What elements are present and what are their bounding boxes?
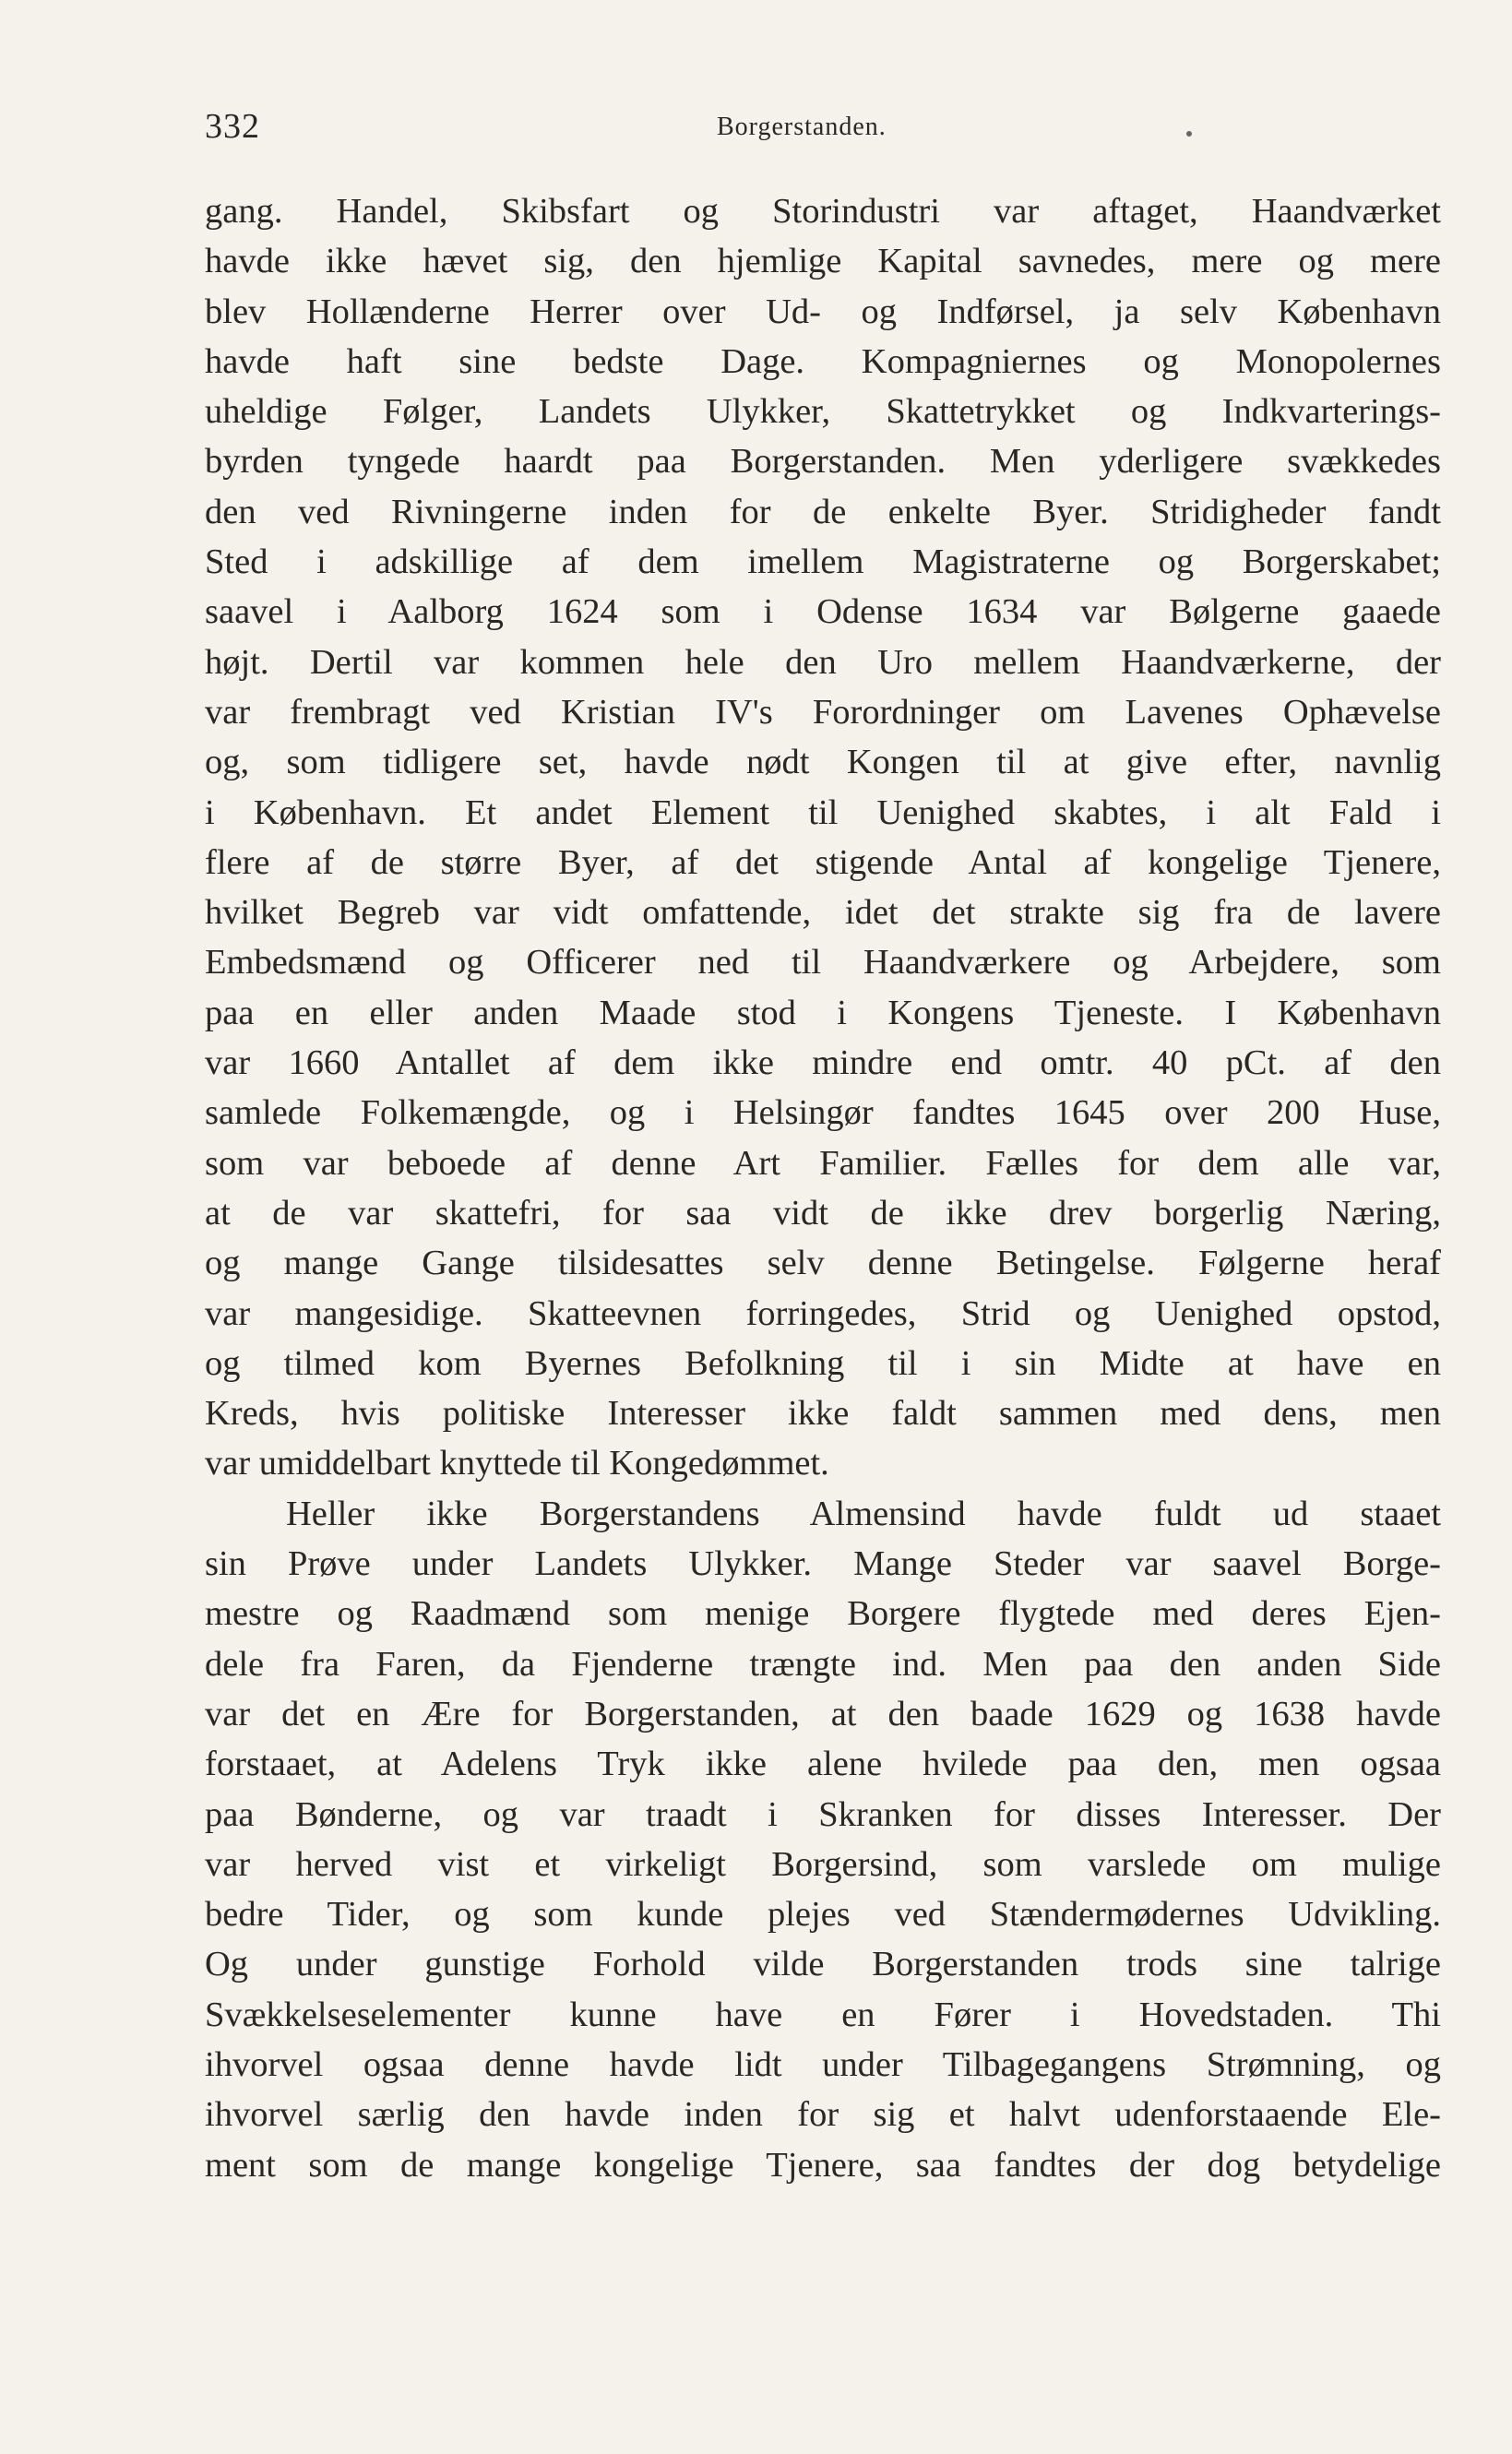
text-line: dele fra Faren, da Fjenderne trængte ind. Men paa den anden Side (205, 1644, 1441, 1684)
page-number: 332 (205, 107, 260, 146)
text-line: ment som de mange kongelige Tjenere, saa fandtes der dog betydelige (205, 2145, 1441, 2185)
text-line: bedre Tider, og som kunde plejes ved Stændermødernes Udvikling. (205, 1895, 1441, 1935)
text-line: og, som tidligere set, havde nødt Kongen til at give efter, navnlig (205, 743, 1441, 782)
text-line: hvilket Begreb var vidt omfattende, idet det strakte sig fra de lavere (205, 893, 1441, 933)
text-line: mestre og Raadmænd som menige Borgere flygtede med deres Ejen- (205, 1594, 1441, 1634)
text-line: byrden tyngede haardt paa Borgerstanden. Men yderligere svækkedes (205, 442, 1441, 482)
text-line: havde ikke hævet sig, den hjemlige Kapital savnedes, mere og mere (205, 242, 1441, 281)
text-line: paa en eller anden Maade stod i Kongens Tjeneste. I København (205, 993, 1441, 1032)
text-line: var det en Ære for Borgerstanden, at den baade 1629 og 1638 havde (205, 1694, 1441, 1733)
text-line: Kreds, hvis politiske Interesser ikke faldt sammen med dens, men (205, 1394, 1441, 1434)
ink-speck (1186, 131, 1192, 137)
text-line: blev Hollænderne Herrer over Ud- og Indførsel, ja selv København (205, 292, 1441, 331)
text-line: ihvorvel særlig den havde inden for sig et halvt udenforstaaende Ele- (205, 2095, 1441, 2135)
text-line: som var beboede af denne Art Familier. Fælles for dem alle var, (205, 1143, 1441, 1183)
text-line: at de var skattefri, for saa vidt de ikke drev borgerlig Næring, (205, 1193, 1441, 1233)
text-line: var 1660 Antallet af dem ikke mindre end omtr. 40 pCt. af den (205, 1043, 1441, 1083)
text-line: Embedsmænd og Officerer ned til Haandværkere og Arbejdere, som (205, 943, 1441, 983)
text-line: uheldige Følger, Landets Ulykker, Skattetrykket og Indkvarterings- (205, 392, 1441, 432)
text-line: saavel i Aalborg 1624 som i Odense 1634 var Bølgerne gaaede (205, 592, 1441, 632)
text-line: samlede Folkemængde, og i Helsingør fandtes 1645 over 200 Huse, (205, 1093, 1441, 1133)
text-line: Og under gunstige Forhold vilde Borgerstanden trods sine talrige (205, 1945, 1441, 1984)
text-line: havde haft sine bedste Dage. Kompagniernes og Monopolernes (205, 341, 1441, 381)
text-line: i København. Et andet Element til Uenighed skabtes, i alt Fald i (205, 792, 1441, 832)
paragraph-end-line: var umiddelbart knyttede til Kongedømmet. (205, 1444, 829, 1483)
text-line: højt. Dertil var kommen hele den Uro mellem Haandværkerne, der (205, 642, 1441, 682)
running-title: Borgerstanden. (717, 113, 887, 141)
text-line: flere af de større Byer, af det stigende Antal af kongelige Tjenere, (205, 842, 1441, 882)
body-text (205, 186, 1441, 2190)
text-line: og tilmed kom Byernes Befolkning til i sin Midte at have en (205, 1343, 1441, 1383)
text-line: Sted i adskillige af dem imellem Magistraterne og Borgerskabet; (205, 542, 1441, 582)
text-line: paa Bønderne, og var traadt i Skranken for disses Interesser. Der (205, 1794, 1441, 1834)
text-line: gang. Handel, Skibsfart og Storindustri var aftaget, Haandværket (205, 192, 1441, 231)
text-line: var mangesidige. Skatteevnen forringedes, Strid og Uenighed opstod, (205, 1293, 1441, 1333)
text-line: var frembragt ved Kristian IV's Forordninger om Lavenes Ophævelse (205, 692, 1441, 732)
text-line: Svækkelseselementer kunne have en Fører i Hovedstaden. Thi (205, 1995, 1441, 2034)
text-line: sin Prøve under Landets Ulykker. Mange Steder var saavel Borge- (205, 1544, 1441, 1584)
text-line: den ved Rivningerne inden for de enkelte Byer. Stridigheder fandt (205, 492, 1441, 531)
text-line: og mange Gange tilsidesattes selv denne Betingelse. Følgerne heraf (205, 1244, 1441, 1283)
text-line: forstaaet, at Adelens Tryk ikke alene hvilede paa den, men ogsaa (205, 1745, 1441, 1784)
running-head (205, 103, 1441, 149)
paragraph-start-line: Heller ikke Borgerstandens Almensind havde fuldt ud staaet (286, 1494, 1441, 1533)
text-line: ihvorvel ogsaa denne havde lidt under Tilbagegangens Strømning, og (205, 2044, 1441, 2084)
text-line: var herved vist et virkeligt Borgersind, som varslede om mulige (205, 1844, 1441, 1884)
